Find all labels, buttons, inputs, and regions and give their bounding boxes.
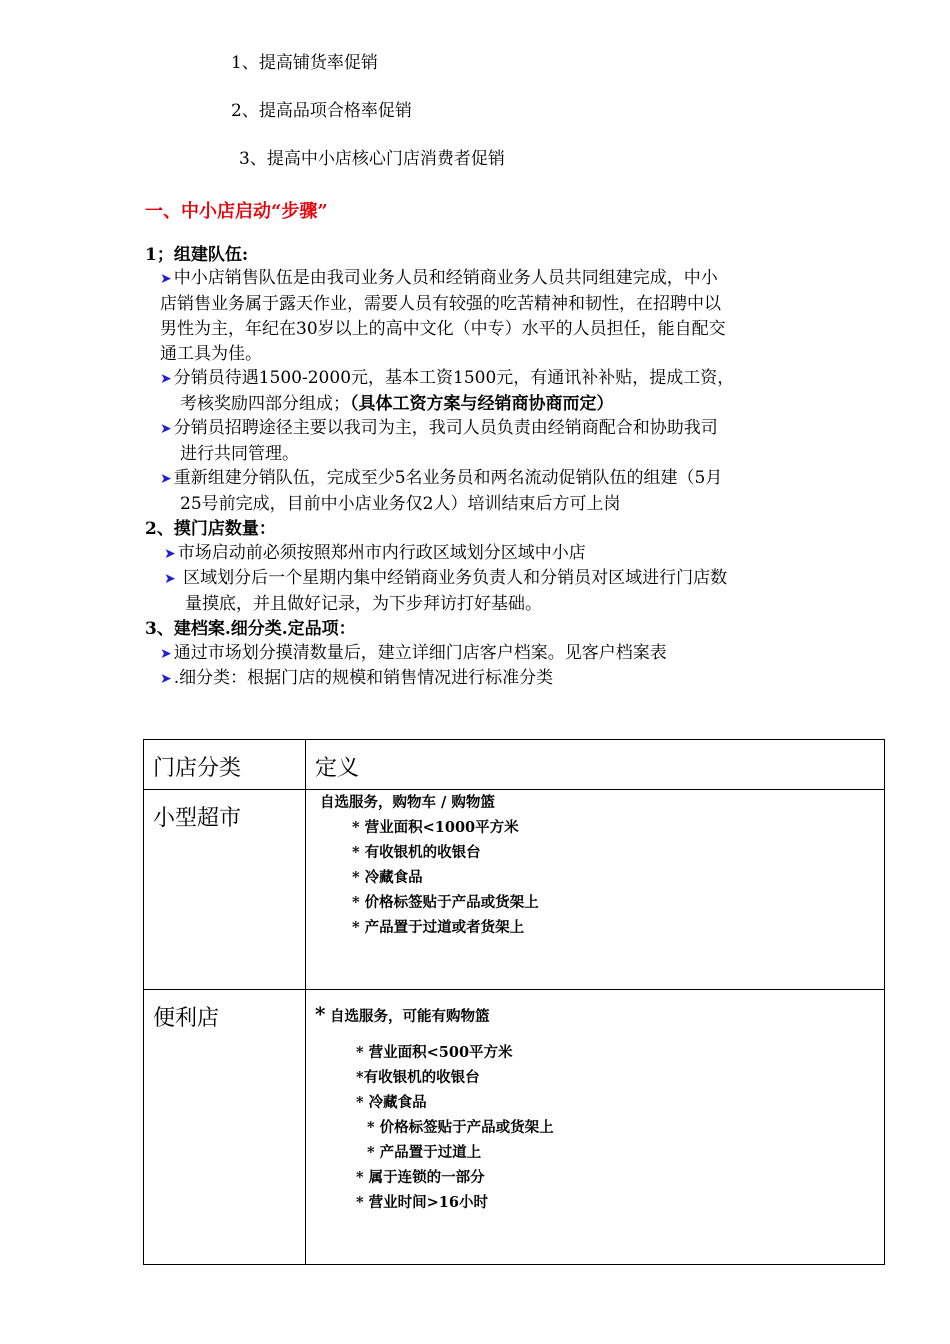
goal-item: 3、提高中小店核心门店消费者促销 [239, 149, 505, 169]
bullet-paragraph [160, 641, 667, 667]
definition-item: *有收银机的收银台 [356, 1069, 480, 1086]
bullet-paragraph [164, 566, 727, 617]
bullet-paragraph [160, 666, 553, 692]
definition-item: * 冷藏食品 [352, 869, 423, 886]
bullet-paragraph [164, 541, 586, 567]
step-title: 1；组建队伍: [145, 245, 249, 265]
paragraph-line: 男性为主，年纪在30岁以上的高中文化（中专）水平的人员担任，能自配交 [160, 319, 726, 339]
arrow-bullet-icon: ➤ [160, 471, 172, 487]
step-title: 3、建档案.细分类.定品项： [145, 619, 356, 639]
arrow-bullet-icon: ➤ [160, 421, 172, 437]
paragraph-line: 考核奖励四部分组成； [180, 394, 350, 414]
paragraph-line: 重新组建分销队伍，完成至少5名业务员和两名流动促销队伍的组建（5月 [173, 468, 723, 488]
table-header-category: 门店分类 [153, 756, 242, 781]
arrow-bullet-icon: ➤ [160, 646, 172, 662]
step-title: 2、摸门店数量： [145, 519, 276, 539]
definition-item: * 属于连锁的一部分 [356, 1169, 485, 1186]
section-title: 一、中小店启动“步骤” [145, 201, 328, 222]
arrow-bullet-icon: ➤ [160, 671, 172, 687]
table-row-category: 小型超市 [153, 806, 242, 831]
definition-item: * 有收银机的收银台 [352, 844, 481, 861]
paragraph-line: 通工具为佳。 [160, 344, 262, 364]
definition-item: * 价格标签贴于产品或货架上 [352, 894, 539, 911]
definition-item: * 产品置于过道上 [367, 1144, 482, 1161]
bullet-paragraph [160, 416, 718, 467]
definition-item: * 价格标签贴于产品或货架上 [367, 1119, 554, 1136]
paragraph-line: 中小店销售队伍是由我司业务人员和经销商业务人员共同组建完成，中小 [173, 268, 718, 288]
goal-item: 1、提高铺货率促销 [231, 53, 378, 73]
definition-item: * 营业时间>16小时 [356, 1194, 488, 1211]
paragraph-line: 分销员待遇1500-2000元，基本工资1500元，有通讯补补贴，提成工资， [173, 368, 735, 388]
arrow-bullet-icon: ➤ [160, 371, 172, 387]
arrow-bullet-icon: ➤ [164, 546, 176, 562]
paragraph-line: 店销售业务属于露天作业，需要人员有较强的吃苦精神和韧性，在招聘中以 [160, 294, 721, 314]
definition-item: * 营业面积<500平方米 [356, 1044, 513, 1061]
goal-item: 2、提高品项合格率促销 [231, 101, 412, 121]
table-row-category: 便利店 [153, 1006, 220, 1031]
bullet-paragraph [160, 366, 734, 417]
definition-item: 自选服务，购物车 / 购物篮 [320, 794, 495, 811]
paragraph-line: 25号前完成，目前中小店业务仅2人）培训结束后方可上岗 [180, 494, 621, 514]
arrow-bullet-icon: ➤ [160, 271, 172, 287]
paragraph-line: 进行共同管理。 [180, 444, 299, 464]
paragraph-line: 区域划分后一个星期内集中经销商业务负责人和分销员对区域进行门店数 [177, 568, 728, 588]
paragraph-line: 通过市场划分摸清数量后，建立详细门店客户档案。见客户档案表 [173, 643, 667, 663]
definition-item: * 营业面积<1000平方米 [352, 819, 519, 836]
paragraph-line: 分销员招聘途径主要以我司为主，我司人员负责由经销商配合和协助我司 [173, 418, 718, 438]
definition-star: * [315, 1002, 326, 1026]
bullet-paragraph [160, 466, 722, 517]
definition-item: * 产品置于过道或者货架上 [352, 919, 525, 936]
table-header-definition: 定义 [315, 756, 360, 781]
bullet-paragraph [160, 266, 726, 367]
salary-note: （具体工资方案与经销商协商而定） [350, 394, 614, 414]
definition-item: * 冷藏食品 [356, 1094, 427, 1111]
paragraph-line: 市场启动前必须按照郑州市内行政区域划分区域中小店 [177, 543, 586, 563]
paragraph-line: .细分类：根据门店的规模和销售情况进行标准分类 [173, 668, 554, 688]
arrow-bullet-icon: ➤ [164, 571, 176, 587]
paragraph-line: 量摸底，并且做好记录，为下步拜访打好基础。 [185, 594, 542, 614]
definition-item: 自选服务，可能有购物篮 [330, 1008, 490, 1025]
